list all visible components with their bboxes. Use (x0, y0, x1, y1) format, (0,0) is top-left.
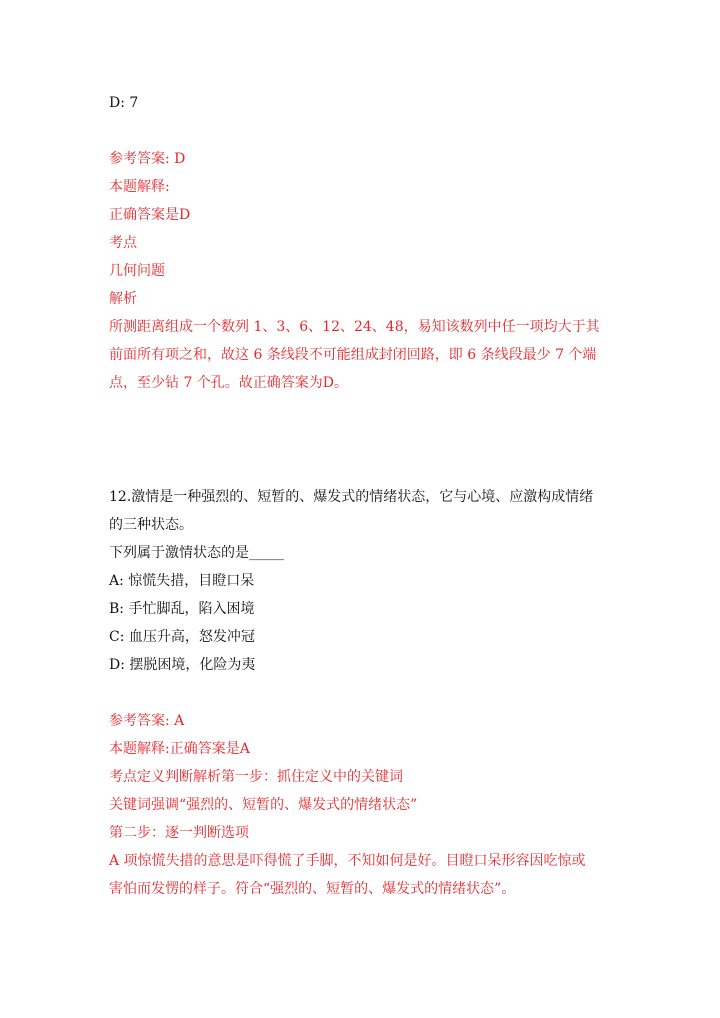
prev-topic: 几何问题 (109, 263, 165, 279)
q12-step2: 第二步：逐一判断选项 (109, 825, 249, 841)
q12-option-a: A: 惊慌失措，目瞪口呆 (109, 573, 255, 589)
q12-keywords: 关键词强调“强烈的、短暂的、爆发式的情绪状态” (109, 797, 418, 813)
q12-analysis-line-2: 害怕而发愣的样子。符合“强烈的、短暂的、爆发式的情绪状态”。 (109, 881, 516, 897)
q12-answer: 参考答案: A (109, 713, 185, 729)
prev-kaodian: 考点 (109, 235, 137, 251)
prev-correct-line: 正确答案是D (109, 207, 191, 223)
q12-stem-line-1: 12.激情是一种强烈的、短暂的、爆发式的情绪状态，它与心境、应激构成情绪 (109, 489, 594, 505)
prev-analysis-line-2: 前面所有项之和，故这 6 条线段不可能组成封闭回路，即 6 条线段最少 7 个端 (109, 347, 597, 363)
q12-option-d: D: 摆脱困境，化险为夷 (109, 657, 256, 673)
prev-answer: 参考答案: D (109, 151, 186, 167)
q12-stem-line-2: 的三种状态。 (109, 517, 193, 533)
q12-analysis-line-1: A 项惊慌失措的意思是吓得慌了手脚，不知如何是好。目瞪口呆形容因吃惊或 (109, 853, 586, 869)
prev-analysis-line-1: 所测距离组成一个数列 1、3、6、12、24、48，易知该数列中任一项均大于其 (109, 319, 600, 335)
prev-option-d: D: 7 (109, 95, 139, 111)
q12-prompt: 下列属于激情状态的是_____ (109, 545, 284, 561)
q12-option-b: B: 手忙脚乱，陷入困境 (109, 601, 255, 617)
prev-analysis-line-3: 点，至少钻 7 个孔。故正确答案为D。 (109, 375, 349, 391)
q12-option-c: C: 血压升高，怒发冲冠 (109, 629, 255, 645)
prev-jiexi: 解析 (109, 291, 137, 307)
prev-explanation-label: 本题解释: (109, 179, 170, 195)
q12-step1: 考点定义判断解析第一步：抓住定义中的关键词 (109, 769, 403, 785)
q12-explanation: 本题解释:正确答案是A (109, 741, 250, 757)
